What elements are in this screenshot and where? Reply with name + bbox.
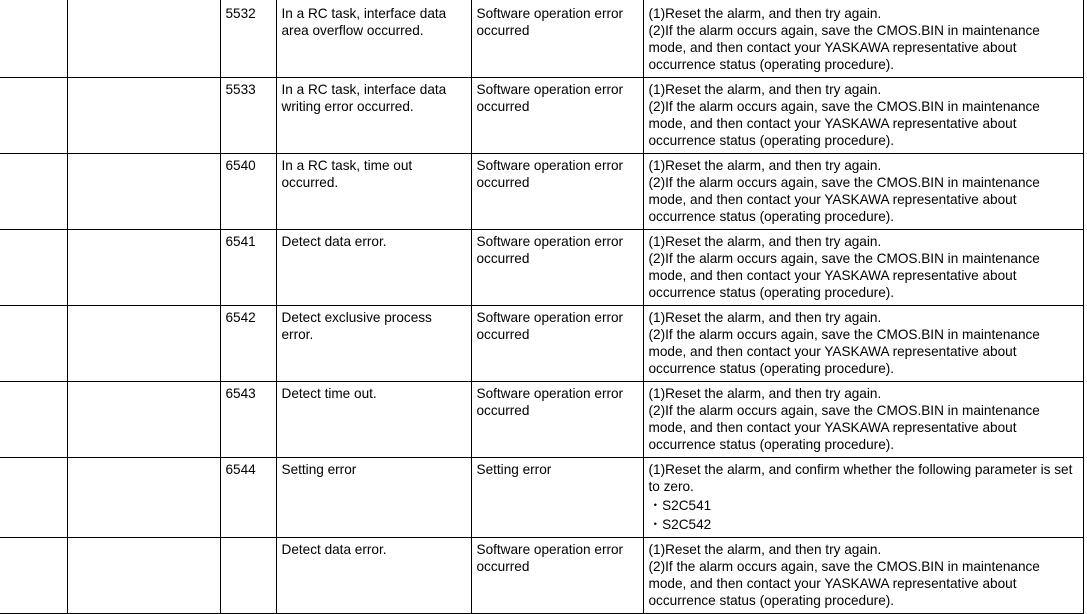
alarm-remedy: [643, 538, 1083, 614]
remedy-line: mode, and then contact your YASKAWA representative about: [648, 420, 1017, 435]
remedy-line: (2)If the alarm occurs again, save the CMOS.BIN in maintenance: [648, 403, 1040, 418]
table-row: [0, 0, 1083, 78]
alarm-description: In a RC task, interface data area overflow occurred.: [276, 0, 471, 78]
alarm-description: Detect exclusive process error.: [276, 306, 471, 382]
empty-cell: [0, 306, 67, 382]
alarm-code: 5533: [220, 78, 276, 154]
empty-cell: [0, 78, 67, 154]
remedy-text: (1)Reset the alarm, and confirm whether the following parameter is set to zero.: [648, 462, 1073, 494]
alarm-description: In a RC task, time out occurred.: [276, 154, 471, 230]
remedy-line: mode, and then contact your YASKAWA representative about: [648, 576, 1017, 591]
empty-cell: [67, 306, 220, 382]
empty-cell: [0, 154, 67, 230]
remedy-line: (1)Reset the alarm, and then try again.: [648, 542, 882, 557]
alarm-cause: Software operation error occurred: [471, 538, 643, 614]
empty-cell: [0, 458, 67, 538]
alarm-cause: Software operation error occurred: [471, 154, 643, 230]
table-row: [0, 78, 1083, 154]
empty-cell: [67, 458, 220, 538]
table-row: [0, 230, 1083, 306]
alarm-description: Detect data error.: [276, 538, 471, 614]
remedy-line: occurrence status (operating procedure).: [648, 437, 895, 452]
alarm-code: [220, 538, 276, 614]
empty-cell: [0, 0, 67, 78]
alarm-cause: Software operation error occurred: [471, 0, 643, 78]
alarm-cause: Software operation error occurred: [471, 230, 643, 306]
alarm-cause: Software operation error occurred: [471, 78, 643, 154]
parameter-bullet: ・S2C541: [648, 498, 712, 513]
empty-cell: [67, 0, 220, 78]
alarm-remedy: [643, 78, 1083, 154]
remedy-line: occurrence status (operating procedure).: [648, 361, 895, 376]
table-row: [0, 306, 1083, 382]
remedy-line: (1)Reset the alarm, and then try again.: [648, 234, 882, 249]
remedy-line: (2)If the alarm occurs again, save the CMOS.BIN in maintenance: [648, 175, 1040, 190]
alarm-remedy: [643, 306, 1083, 382]
remedy-line: (1)Reset the alarm, and then try again.: [648, 310, 882, 325]
alarm-description: Setting error: [276, 458, 471, 538]
remedy-line: mode, and then contact your YASKAWA representative about: [648, 116, 1017, 131]
alarm-cause: Software operation error occurred: [471, 382, 643, 458]
remedy-line: mode, and then contact your YASKAWA representative about: [648, 344, 1017, 359]
alarm-remedy: [643, 458, 1083, 538]
remedy-line: (1)Reset the alarm, and then try again.: [648, 386, 882, 401]
remedy-line: (1)Reset the alarm, and then try again.: [648, 158, 882, 173]
remedy-line: (2)If the alarm occurs again, save the CMOS.BIN in maintenance: [648, 251, 1040, 266]
remedy-line: occurrence status (operating procedure).: [648, 57, 895, 72]
alarm-remedy: [643, 0, 1083, 78]
remedy-line: occurrence status (operating procedure).: [648, 285, 895, 300]
remedy-line: mode, and then contact your YASKAWA representative about: [648, 268, 1017, 283]
remedy-line: (1)Reset the alarm, and then try again.: [648, 82, 882, 97]
remedy-line: occurrence status (operating procedure).: [648, 593, 895, 608]
remedy-line: occurrence status (operating procedure).: [648, 133, 895, 148]
empty-cell: [67, 154, 220, 230]
table-row: [0, 154, 1083, 230]
alarm-description: In a RC task, interface data writing error occurred.: [276, 78, 471, 154]
remedy-line: mode, and then contact your YASKAWA representative about: [648, 192, 1017, 207]
alarm-remedy: [643, 230, 1083, 306]
alarm-code: 6544: [220, 458, 276, 538]
remedy-line: (2)If the alarm occurs again, save the CMOS.BIN in maintenance: [648, 23, 1040, 38]
remedy-line: (2)If the alarm occurs again, save the CMOS.BIN in maintenance: [648, 99, 1040, 114]
empty-cell: [67, 538, 220, 614]
alarm-code: 6540: [220, 154, 276, 230]
alarm-remedy: [643, 382, 1083, 458]
alarm-code: 6542: [220, 306, 276, 382]
empty-cell: [67, 230, 220, 306]
table-row: [0, 538, 1083, 614]
alarm-description: Detect data error.: [276, 230, 471, 306]
empty-cell: [0, 382, 67, 458]
alarm-cause: Software operation error occurred: [471, 306, 643, 382]
empty-cell: [0, 230, 67, 306]
remedy-line: (2)If the alarm occurs again, save the CMOS.BIN in maintenance: [648, 327, 1040, 342]
remedy-line: (2)If the alarm occurs again, save the CMOS.BIN in maintenance: [648, 559, 1040, 574]
empty-cell: [67, 382, 220, 458]
alarm-remedy: [643, 154, 1083, 230]
table-row: [0, 382, 1083, 458]
alarm-cause: Setting error: [471, 458, 643, 538]
parameter-bullet: ・S2C542: [648, 517, 712, 532]
remedy-line: (1)Reset the alarm, and then try again.: [648, 6, 882, 21]
remedy-line: occurrence status (operating procedure).: [648, 209, 895, 224]
alarm-code: 6541: [220, 230, 276, 306]
alarm-description: Detect time out.: [276, 382, 471, 458]
remedy-line: mode, and then contact your YASKAWA representative about: [648, 40, 1017, 55]
alarm-code: 6543: [220, 382, 276, 458]
alarm-code: 5532: [220, 0, 276, 78]
empty-cell: [67, 78, 220, 154]
empty-cell: [0, 538, 67, 614]
table-row: [0, 458, 1083, 538]
